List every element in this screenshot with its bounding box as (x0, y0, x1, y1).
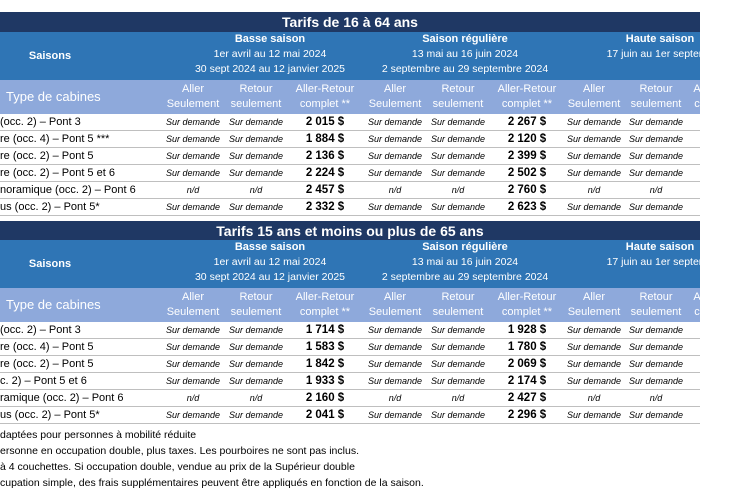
fare-cell: n/d (587, 185, 601, 195)
fare-cell: Sur demande (430, 359, 486, 369)
cabin-type: us (occ. 2) – Pont 5* (0, 201, 100, 213)
season-range: 2 septembre au 29 septembre 2024 (381, 271, 549, 283)
fare-cell: Sur demande (228, 202, 284, 212)
fare-cell: Sur demande (628, 168, 684, 178)
col-header-aller: Aller Seulement (567, 83, 621, 110)
fare-cell: Sur demande (628, 202, 684, 212)
fare-cell: Sur demande (430, 410, 486, 420)
price-cell: 2 136 $ (305, 150, 345, 162)
fare-cell: n/d (249, 185, 263, 195)
fare-cell: Sur demande (165, 325, 221, 335)
fare-cell: n/d (249, 393, 263, 403)
fare-cell: Sur demande (430, 117, 486, 127)
fare-cell: Sur demande (430, 342, 486, 352)
season-regular (365, 240, 565, 288)
season-low (170, 32, 370, 80)
season-name: Haute saison (625, 241, 695, 253)
cabin-type: c. 2) – Pont 5 et 6 (0, 375, 87, 387)
fare-cell: Sur demande (165, 342, 221, 352)
season-range: 30 sept 2024 au 12 janvier 2025 (194, 271, 346, 283)
fare-cell: Sur demande (165, 202, 221, 212)
table-row (0, 407, 700, 424)
season-range: 2 septembre au 29 septembre 2024 (381, 63, 549, 75)
season-range: 17 juin au 1er septemb (606, 48, 714, 60)
cabin-type: re (occ. 2) – Pont 5 (0, 150, 94, 162)
fare-cell: Sur demande (228, 359, 284, 369)
price-cell: 2 332 $ (305, 201, 345, 213)
price-cell: 2 267 $ (507, 116, 547, 128)
fare-cell: Sur demande (367, 376, 423, 386)
fare-cell: Sur demande (228, 410, 284, 420)
cabin-type: (occ. 2) – Pont 3 (0, 116, 81, 128)
col-header-aller-retour: A c (693, 291, 701, 318)
price-cell: 1 583 $ (305, 341, 345, 353)
season-range: 13 mai au 16 juin 2024 (411, 48, 519, 60)
table-row (0, 199, 700, 216)
fare-cell: Sur demande (430, 168, 486, 178)
season-name: Saison régulière (422, 33, 508, 45)
season-name: Basse saison (234, 241, 306, 253)
fare-cell: Sur demande (367, 117, 423, 127)
fare-cell: Sur demande (430, 325, 486, 335)
season-low (170, 240, 370, 288)
season-regular (365, 32, 565, 80)
price-cell: 2 224 $ (305, 167, 345, 179)
price-cell: 2 015 $ (305, 116, 345, 128)
cabin-type: re (occ. 2) – Pont 5 et 6 (0, 167, 115, 179)
fare-cell: Sur demande (228, 342, 284, 352)
seasons-band (0, 240, 714, 288)
col-header-aller: Aller Seulement (368, 83, 422, 110)
table-row (0, 182, 700, 199)
fare-cell: Sur demande (566, 202, 622, 212)
table-row (0, 131, 700, 148)
col-header-aller: Aller Seulement (368, 291, 422, 318)
fare-cell: n/d (186, 185, 200, 195)
table-row (0, 390, 700, 407)
col-header-retour: Retour seulement (432, 83, 484, 110)
fare-cell: Sur demande (228, 134, 284, 144)
fare-cell: Sur demande (165, 168, 221, 178)
col-header-retour: Retour seulement (630, 83, 682, 110)
fare-cell: Sur demande (165, 359, 221, 369)
fare-cell: Sur demande (228, 168, 284, 178)
fare-cell: n/d (388, 185, 402, 195)
col-header-aller-retour: Aller-Retour complet ** (295, 83, 355, 110)
fare-cell: Sur demande (228, 151, 284, 161)
price-cell: 2 502 $ (507, 167, 547, 179)
fare-cell: Sur demande (628, 134, 684, 144)
price-cell: 2 069 $ (507, 358, 547, 370)
price-cell: 1 842 $ (305, 358, 345, 370)
col-header-aller-retour: Aller-Retour complet ** (497, 291, 557, 318)
fare-cell: Sur demande (228, 325, 284, 335)
price-cell: 2 174 $ (507, 375, 547, 387)
price-cell: 2 160 $ (305, 392, 345, 404)
price-cell: 2 041 $ (305, 409, 345, 421)
fare-cell: Sur demande (430, 134, 486, 144)
footnote: cupation simple, des frais supplémentaires peuvent être appliqués en fonction de la saison. (0, 477, 424, 489)
fare-cell: Sur demande (628, 325, 684, 335)
fare-cell: Sur demande (228, 117, 284, 127)
fare-cell: Sur demande (628, 376, 684, 386)
season-range: 17 juin au 1er septemb (606, 256, 714, 268)
season-high (590, 32, 730, 80)
price-cell: 1 933 $ (305, 375, 345, 387)
footnote: ersonne en occupation double, plus taxes. Les pourboires ne sont pas inclus. (0, 445, 359, 457)
price-cell: 1 928 $ (507, 324, 547, 336)
fare-cell: Sur demande (566, 134, 622, 144)
col-header-retour: Retour seulement (230, 83, 282, 110)
fare-cell: n/d (649, 185, 663, 195)
fare-cell: Sur demande (165, 117, 221, 127)
cabin-type: noramique (occ. 2) – Pont 6 (0, 184, 136, 196)
fare-cell: Sur demande (430, 376, 486, 386)
col-header-aller: Aller Seulement (166, 291, 220, 318)
fare-cell: Sur demande (367, 151, 423, 161)
fare-cell: Sur demande (566, 117, 622, 127)
col-header-retour: Retour seulement (230, 291, 282, 318)
table-row (0, 339, 700, 356)
fare-cell: Sur demande (566, 410, 622, 420)
fare-cell: Sur demande (367, 134, 423, 144)
fare-cell: Sur demande (165, 376, 221, 386)
price-cell: 2 296 $ (507, 409, 547, 421)
col-header-retour: Retour seulement (432, 291, 484, 318)
cabin-type: ramique (occ. 2) – Pont 6 (0, 392, 124, 404)
season-range: 1er avril au 12 mai 2024 (213, 48, 327, 60)
fare-cell: Sur demande (628, 117, 684, 127)
fare-cell: Sur demande (367, 359, 423, 369)
price-cell: 2 399 $ (507, 150, 547, 162)
table-row (0, 373, 700, 390)
price-cell: 1 884 $ (305, 133, 345, 145)
seasons-label: Saisons (28, 50, 72, 62)
section-title: Tarifs de 16 à 64 ans (0, 12, 700, 32)
price-cell: 2 427 $ (507, 392, 547, 404)
price-cell: 2 120 $ (507, 133, 547, 145)
fare-cell: Sur demande (165, 151, 221, 161)
fare-cell: Sur demande (566, 359, 622, 369)
table-row (0, 165, 700, 182)
footnote: à 4 couchettes. Si occupation double, vendue au prix de la Supérieur double (0, 461, 355, 473)
col-header-retour: Retour seulement (630, 291, 682, 318)
col-header-aller: Aller Seulement (567, 291, 621, 318)
cabin-type: re (occ. 4) – Pont 5 (0, 341, 94, 353)
fare-cell: Sur demande (165, 134, 221, 144)
col-header-aller-retour: Aller-Retour complet ** (497, 83, 557, 110)
fare-cell: Sur demande (367, 168, 423, 178)
fare-cell: n/d (587, 393, 601, 403)
fare-cell: Sur demande (228, 376, 284, 386)
cabin-type-header: Type de cabines (6, 89, 101, 104)
section-title: Tarifs 15 ans et moins ou plus de 65 ans (0, 221, 700, 241)
season-name: Saison régulière (422, 241, 508, 253)
col-header-aller-retour: A c (693, 83, 701, 110)
col-header-aller: Aller Seulement (166, 83, 220, 110)
col-header-aller-retour: Aller-Retour complet ** (295, 291, 355, 318)
fare-cell: Sur demande (367, 325, 423, 335)
cabin-type: re (occ. 2) – Pont 5 (0, 358, 94, 370)
fare-cell: Sur demande (628, 342, 684, 352)
table-row (0, 322, 700, 339)
table-row (0, 148, 700, 165)
fare-cell: n/d (649, 393, 663, 403)
fare-cell: n/d (451, 185, 465, 195)
price-cell: 2 760 $ (507, 184, 547, 196)
fare-cell: Sur demande (430, 151, 486, 161)
fare-cell: Sur demande (628, 151, 684, 161)
season-range: 1er avril au 12 mai 2024 (213, 256, 327, 268)
cabin-type: re (occ. 4) – Pont 5 *** (0, 133, 110, 145)
fare-cell: Sur demande (165, 410, 221, 420)
price-cell: 2 457 $ (305, 184, 345, 196)
seasons-band (0, 32, 714, 80)
price-cell: 2 623 $ (507, 201, 547, 213)
fare-cell: Sur demande (367, 202, 423, 212)
fare-cell: Sur demande (367, 342, 423, 352)
season-name: Basse saison (234, 33, 306, 45)
season-range (590, 62, 730, 77)
fare-cell: Sur demande (566, 151, 622, 161)
column-header-band (0, 288, 700, 322)
fare-cell: Sur demande (566, 342, 622, 352)
fare-cell: Sur demande (628, 359, 684, 369)
footnote: daptées pour personnes à mobilité réduite (0, 429, 197, 441)
season-range: 13 mai au 16 juin 2024 (411, 256, 519, 268)
fare-cell: Sur demande (566, 168, 622, 178)
fare-cell: Sur demande (566, 325, 622, 335)
fare-cell: Sur demande (628, 410, 684, 420)
season-range: 30 sept 2024 au 12 janvier 2025 (194, 63, 346, 75)
table-row (0, 114, 700, 131)
price-cell: 1 780 $ (507, 341, 547, 353)
seasons-label: Saisons (28, 258, 72, 270)
fare-cell: Sur demande (430, 202, 486, 212)
price-cell: 1 714 $ (305, 324, 345, 336)
table-row (0, 356, 700, 373)
cabin-type-header: Type de cabines (6, 297, 101, 312)
season-range (590, 270, 730, 285)
season-high (590, 240, 730, 288)
column-header-band (0, 80, 700, 114)
fare-cell: n/d (388, 393, 402, 403)
fare-cell: Sur demande (566, 376, 622, 386)
season-name: Haute saison (625, 33, 695, 45)
cabin-type: us (occ. 2) – Pont 5* (0, 409, 100, 421)
cabin-type: (occ. 2) – Pont 3 (0, 324, 81, 336)
fare-cell: n/d (451, 393, 465, 403)
fare-cell: Sur demande (367, 410, 423, 420)
fare-cell: n/d (186, 393, 200, 403)
